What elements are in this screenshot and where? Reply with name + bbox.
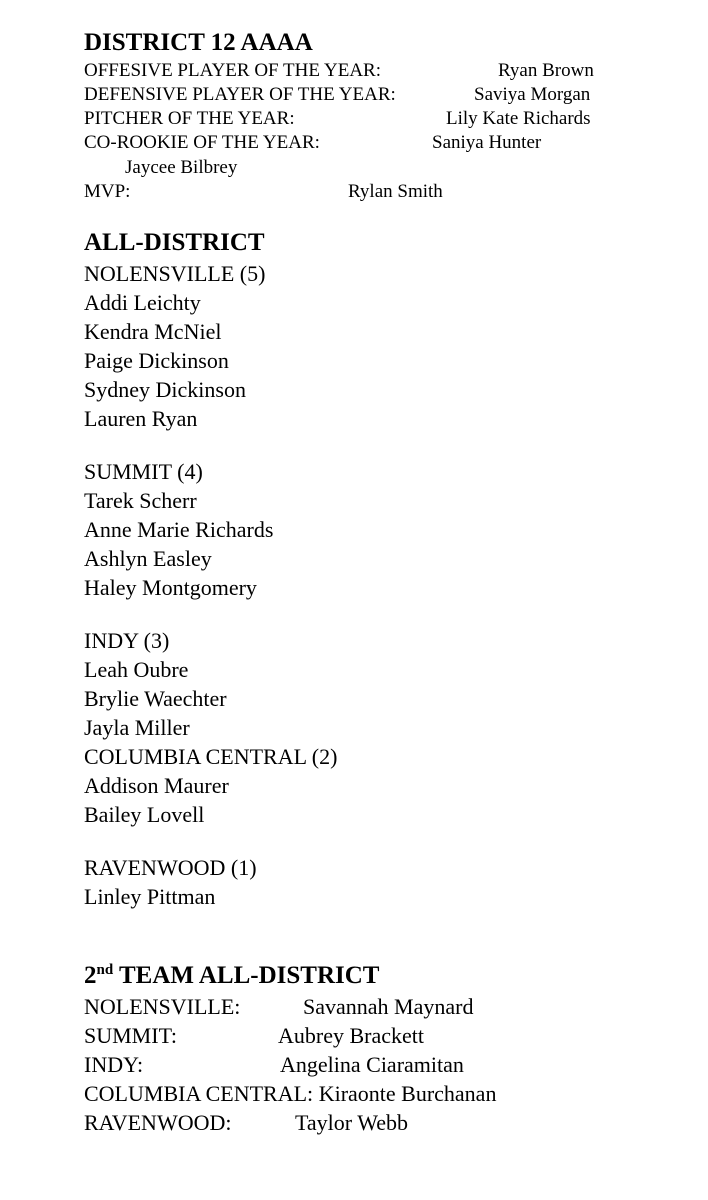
all-district-title: ALL-DISTRICT	[84, 229, 265, 256]
player-name: Anne Marie Richards	[84, 517, 274, 542]
team-header-indy: INDY (3)	[84, 628, 170, 653]
second-team-label-indy: INDY:	[84, 1052, 144, 1077]
player-name: Sydney Dickinson	[84, 377, 246, 402]
second-team-player-nolensville: Savannah Maynard	[303, 994, 474, 1019]
award-label-defensive: DEFENSIVE PLAYER OF THE YEAR:	[84, 84, 396, 105]
second-team-title	[84, 962, 379, 990]
player-name: Addison Maurer	[84, 773, 229, 798]
award-label-mvp: MVP:	[84, 181, 131, 202]
second-team-row-columbia-central	[84, 1081, 496, 1107]
team-header-nolensville: NOLENSVILLE (5)	[84, 261, 266, 286]
player-name: Leah Oubre	[84, 657, 189, 682]
player-name: Tarek Scherr	[84, 488, 197, 513]
player-name: Lauren Ryan	[84, 406, 198, 431]
second-team-label-columbia-central: COLUMBIA CENTRAL:	[84, 1081, 314, 1106]
team-header-summit: SUMMIT (4)	[84, 459, 203, 484]
second-team-title-prefix: 2	[84, 962, 97, 989]
player-name: Kendra McNiel	[84, 319, 222, 344]
second-team-label-nolensville: NOLENSVILLE:	[84, 994, 241, 1019]
award-value-mvp: Rylan Smith	[348, 181, 443, 202]
award-value-defensive: Saviya Morgan	[474, 84, 591, 105]
second-team-player-indy: Angelina Ciaramitan	[280, 1052, 464, 1077]
second-team-label-ravenwood: RAVENWOOD:	[84, 1110, 232, 1135]
award-value-rookie-1: Saniya Hunter	[432, 132, 542, 153]
player-name: Ashlyn Easley	[84, 546, 212, 571]
player-name: Bailey Lovell	[84, 802, 205, 827]
player-name: Jayla Miller	[84, 715, 190, 740]
player-name: Addi Leichty	[84, 290, 201, 315]
award-label-pitcher: PITCHER OF THE YEAR:	[84, 108, 295, 129]
player-name: Brylie Waechter	[84, 686, 227, 711]
award-label-rookie: CO-ROOKIE OF THE YEAR:	[84, 132, 320, 153]
second-team-title-suffix: TEAM ALL-DISTRICT	[113, 962, 380, 989]
team-header-ravenwood: RAVENWOOD (1)	[84, 855, 257, 880]
player-name: Linley Pittman	[84, 884, 216, 909]
second-team-player-summit: Aubrey Brackett	[278, 1023, 424, 1048]
second-team-title-superscript: nd	[96, 962, 114, 978]
team-header-columbia-central: COLUMBIA CENTRAL (2)	[84, 744, 338, 769]
award-value-pitcher: Lily Kate Richards	[446, 108, 591, 129]
district-title: DISTRICT 12 AAAA	[84, 29, 313, 56]
award-value-rookie-2: Jaycee Bilbrey	[125, 157, 238, 178]
second-team-player-columbia-central: Kiraonte Burchanan	[318, 1081, 497, 1106]
player-name: Paige Dickinson	[84, 348, 229, 373]
second-team-player-ravenwood: Taylor Webb	[295, 1110, 408, 1135]
player-name: Haley Montgomery	[84, 575, 257, 600]
second-team-label-summit: SUMMIT:	[84, 1023, 178, 1048]
award-label-offensive: OFFESIVE PLAYER OF THE YEAR:	[84, 60, 382, 81]
award-value-offensive: Ryan Brown	[498, 60, 594, 81]
